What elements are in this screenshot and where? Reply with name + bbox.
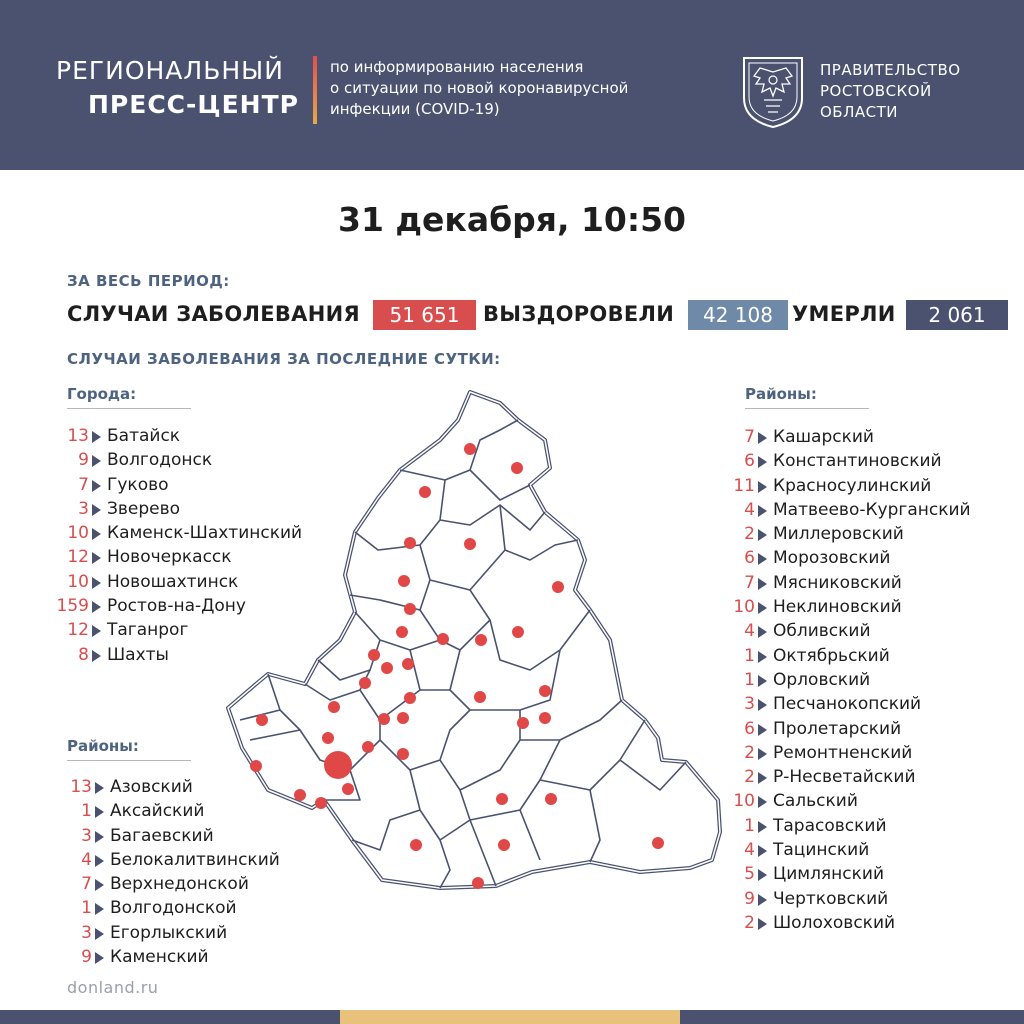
case-count: 4 (744, 499, 755, 520)
case-count: 13 (67, 426, 89, 446)
footer-bar-right (680, 1010, 1024, 1024)
cities-underline (67, 408, 191, 409)
locality-name: Сальский (773, 791, 858, 812)
case-marker (328, 701, 340, 713)
case-marker (498, 839, 510, 851)
footer-bar-left (0, 1010, 340, 1024)
locality-name: Песчанокопский (773, 694, 922, 715)
case-count: 1 (744, 815, 755, 836)
triangle-right-icon (758, 894, 767, 906)
case-count: 8 (78, 644, 89, 665)
case-count: 7 (78, 474, 89, 495)
last-day-label: СЛУЧАИ ЗАБОЛЕВАНИЯ ЗА ПОСЛЕДНИЕ СУТКИ: (67, 350, 501, 368)
gov-line: ОБЛАСТИ (820, 103, 898, 121)
case-count: 6 (744, 451, 755, 472)
list-item (733, 718, 1013, 742)
case-marker (410, 839, 422, 851)
triangle-right-icon (758, 748, 767, 760)
case-count: 12 (67, 620, 89, 641)
list-item (733, 912, 1013, 936)
triangle-right-icon (758, 724, 767, 736)
list-item (733, 620, 1013, 644)
case-count: 6 (744, 548, 755, 569)
deaths-label: УМЕРЛИ (792, 302, 896, 326)
locality-name: Октябрьский (773, 645, 890, 666)
report-date: 31 декабря, 10:50 (337, 200, 687, 239)
case-count: 2 (744, 524, 755, 545)
triangle-right-icon (758, 651, 767, 663)
coat-of-arms-icon (740, 54, 806, 130)
recovered-value: 42 108 (688, 300, 788, 330)
case-marker (324, 751, 352, 779)
triangle-right-icon (92, 625, 101, 637)
case-count: 3 (78, 498, 89, 519)
case-count: 1 (744, 645, 755, 666)
case-marker (512, 626, 524, 638)
triangle-right-icon (758, 699, 767, 711)
triangle-right-icon (758, 481, 767, 493)
region-map (225, 388, 725, 903)
districts-left-title: Районы: (67, 737, 139, 755)
case-count: 4 (744, 840, 755, 861)
case-count: 3 (81, 825, 92, 846)
locality-name: Р-Несветайский (773, 767, 916, 788)
triangle-right-icon (95, 928, 104, 940)
case-marker (368, 649, 380, 661)
case-count: 4 (81, 849, 92, 870)
case-marker (437, 633, 449, 645)
triangle-right-icon (758, 918, 767, 930)
about-line: по информированию населения (330, 58, 584, 76)
list-item (733, 742, 1013, 766)
triangle-right-icon (758, 626, 767, 638)
locality-name: Обливский (773, 621, 871, 642)
case-count: 10 (733, 597, 755, 618)
list-item (733, 572, 1013, 596)
case-marker (475, 634, 487, 646)
cities-title: Города: (67, 385, 137, 403)
footer-bar-middle (340, 1010, 680, 1024)
locality-name: Орловский (773, 669, 871, 690)
case-marker (402, 658, 414, 670)
locality-name: Шолоховский (773, 912, 896, 933)
list-item (733, 839, 1013, 863)
triangle-right-icon (95, 806, 104, 818)
case-marker (419, 486, 431, 498)
locality-name: Зверево (107, 498, 181, 519)
triangle-right-icon (758, 456, 767, 468)
case-count: 10 (67, 523, 89, 544)
locality-name: Волгодонской (110, 898, 237, 919)
case-count: 2 (744, 767, 755, 788)
gov-line: ПРАВИТЕЛЬСТВО (820, 61, 961, 79)
list-item (733, 815, 1013, 839)
case-count: 3 (81, 922, 92, 943)
locality-name: Егорлыкский (110, 922, 228, 943)
case-count: 6 (744, 718, 755, 739)
list-item (733, 888, 1013, 912)
case-marker (396, 626, 408, 638)
case-count: 1 (744, 669, 755, 690)
locality-name: Белокалитвинский (110, 849, 280, 870)
list-item (733, 766, 1013, 790)
locality-name: Красносулинский (773, 475, 932, 496)
list-item (733, 693, 1013, 717)
triangle-right-icon (758, 553, 767, 565)
locality-name: Неклиновский (773, 597, 902, 618)
case-marker (464, 443, 476, 455)
case-marker (404, 537, 416, 549)
triangle-right-icon (758, 772, 767, 784)
list-item (733, 863, 1013, 887)
list-item (733, 523, 1013, 547)
case-marker (474, 691, 486, 703)
region-outline-inner (228, 392, 720, 888)
triangle-right-icon (95, 831, 104, 843)
case-count: 159 (56, 596, 89, 617)
case-count: 10 (67, 571, 89, 592)
case-marker (250, 760, 262, 772)
list-item (733, 790, 1013, 814)
case-count: 4 (744, 621, 755, 642)
about-line: о ситуации по новой коронавирусной (330, 79, 629, 97)
locality-name: Шахты (107, 644, 169, 665)
case-marker (517, 717, 529, 729)
case-marker (398, 575, 410, 587)
header-divider (313, 56, 317, 124)
locality-name: Гуково (107, 474, 169, 495)
locality-name: Пролетарский (773, 718, 902, 739)
case-count: 7 (744, 427, 755, 447)
triangle-right-icon (95, 952, 104, 964)
triangle-right-icon (92, 601, 101, 613)
triangle-right-icon (758, 432, 767, 444)
locality-name: Морозовский (773, 548, 891, 569)
districts-left-underline (67, 760, 191, 761)
triangle-right-icon (95, 879, 104, 891)
locality-name: Новочеркасск (107, 547, 232, 568)
locality-name: Верхнедонской (110, 874, 249, 895)
districts-right-title: Районы: (745, 385, 817, 403)
case-marker (322, 732, 334, 744)
case-marker (362, 741, 374, 753)
locality-name: Константиновский (773, 451, 942, 472)
about-line: инфекции (COVID-19) (330, 100, 500, 118)
locality-name: Таганрог (107, 620, 189, 641)
case-count: 9 (744, 888, 755, 909)
locality-name: Миллеровский (773, 524, 904, 545)
case-marker (294, 789, 306, 801)
locality-name: Каменск-Шахтинский (107, 523, 303, 544)
brand-line-2: ПРЕСС-ЦЕНТР (88, 90, 299, 119)
case-count: 2 (744, 912, 755, 933)
case-count: 9 (81, 947, 92, 968)
locality-name: Батайск (107, 426, 181, 446)
triangle-right-icon (92, 577, 101, 589)
triangle-right-icon (92, 528, 101, 540)
case-marker (381, 662, 393, 674)
case-count: 11 (733, 475, 755, 496)
period-label: ЗА ВЕСЬ ПЕРИОД: (67, 272, 230, 290)
case-count: 13 (70, 777, 92, 797)
government-name (820, 60, 961, 123)
locality-name: Азовский (110, 777, 193, 797)
locality-name: Волгодонск (107, 450, 213, 471)
triangle-right-icon (758, 869, 767, 881)
locality-name: Цимлянский (773, 864, 884, 885)
header-banner (0, 0, 1024, 170)
locality-name: Тацинский (773, 840, 870, 861)
case-marker (496, 793, 508, 805)
deaths-value: 2 061 (906, 300, 1008, 330)
triangle-right-icon (758, 505, 767, 517)
locality-name: Матвеево-Курганский (773, 499, 971, 520)
list-item (733, 475, 1013, 499)
case-count: 2 (744, 742, 755, 763)
list-item (733, 596, 1013, 620)
triangle-right-icon (758, 845, 767, 857)
case-marker (378, 713, 390, 725)
districts-right-underline (745, 408, 869, 409)
triangle-right-icon (95, 782, 104, 794)
locality-name: Кашарский (773, 427, 874, 447)
districts-right-list (733, 426, 1013, 936)
recovered-label: ВЫЗДОРОВЕЛИ (483, 302, 675, 326)
case-count: 12 (67, 547, 89, 568)
triangle-right-icon (758, 796, 767, 808)
triangle-right-icon (758, 602, 767, 614)
case-count: 5 (744, 864, 755, 885)
list-item (733, 645, 1013, 669)
list-item (733, 669, 1013, 693)
case-marker (404, 692, 416, 704)
case-count: 1 (81, 898, 92, 919)
locality-name: Новошахтинск (107, 571, 239, 592)
case-count: 10 (733, 791, 755, 812)
case-marker (472, 877, 484, 889)
case-count: 7 (744, 572, 755, 593)
case-marker (256, 714, 268, 726)
locality-name: Ростов-на-Дону (107, 596, 246, 617)
triangle-right-icon (758, 529, 767, 541)
gov-line: РОСТОВСКОЙ (820, 82, 932, 100)
cases-label: СЛУЧАИ ЗАБОЛЕВАНИЯ (67, 302, 360, 326)
triangle-right-icon (92, 480, 101, 492)
triangle-right-icon (92, 504, 101, 516)
locality-name: Каменский (110, 947, 209, 968)
list-item (733, 450, 1013, 474)
brand-line-1: РЕГИОНАЛЬНЫЙ (56, 56, 284, 85)
locality-name: Тарасовский (773, 815, 887, 836)
case-marker (464, 538, 476, 550)
locality-name: Чертковский (773, 888, 889, 909)
site-link[interactable]: donland.ru (67, 978, 159, 997)
district-borders (240, 420, 686, 888)
case-marker (511, 462, 523, 474)
list-item (733, 547, 1013, 571)
case-count: 3 (744, 694, 755, 715)
case-marker (652, 837, 664, 849)
case-marker (342, 783, 354, 795)
triangle-right-icon (758, 821, 767, 833)
cases-value: 51 651 (373, 300, 476, 330)
case-marker (397, 712, 409, 724)
list-item (733, 499, 1013, 523)
case-marker (359, 677, 371, 689)
case-marker (539, 712, 551, 724)
case-count: 1 (81, 801, 92, 822)
case-marker (545, 793, 557, 805)
case-marker (404, 603, 416, 615)
triangle-right-icon (95, 903, 104, 915)
triangle-right-icon (92, 431, 101, 443)
case-marker (539, 685, 551, 697)
list-item (70, 946, 330, 970)
triangle-right-icon (92, 650, 101, 662)
case-marker (397, 748, 409, 760)
locality-name: Аксайский (110, 801, 205, 822)
case-marker (552, 581, 564, 593)
region-outline (228, 392, 720, 888)
triangle-right-icon (758, 675, 767, 687)
list-item (733, 426, 1013, 450)
case-markers (250, 443, 664, 889)
case-marker (315, 797, 327, 809)
triangle-right-icon (95, 855, 104, 867)
triangle-right-icon (758, 578, 767, 590)
case-count: 7 (81, 874, 92, 895)
triangle-right-icon (92, 455, 101, 467)
locality-name: Ремонтненский (773, 742, 913, 763)
case-count: 9 (78, 450, 89, 471)
triangle-right-icon (92, 552, 101, 564)
locality-name: Мясниковский (773, 572, 902, 593)
list-item (70, 922, 330, 946)
header-about (330, 57, 628, 120)
locality-name: Багаевский (110, 825, 214, 846)
